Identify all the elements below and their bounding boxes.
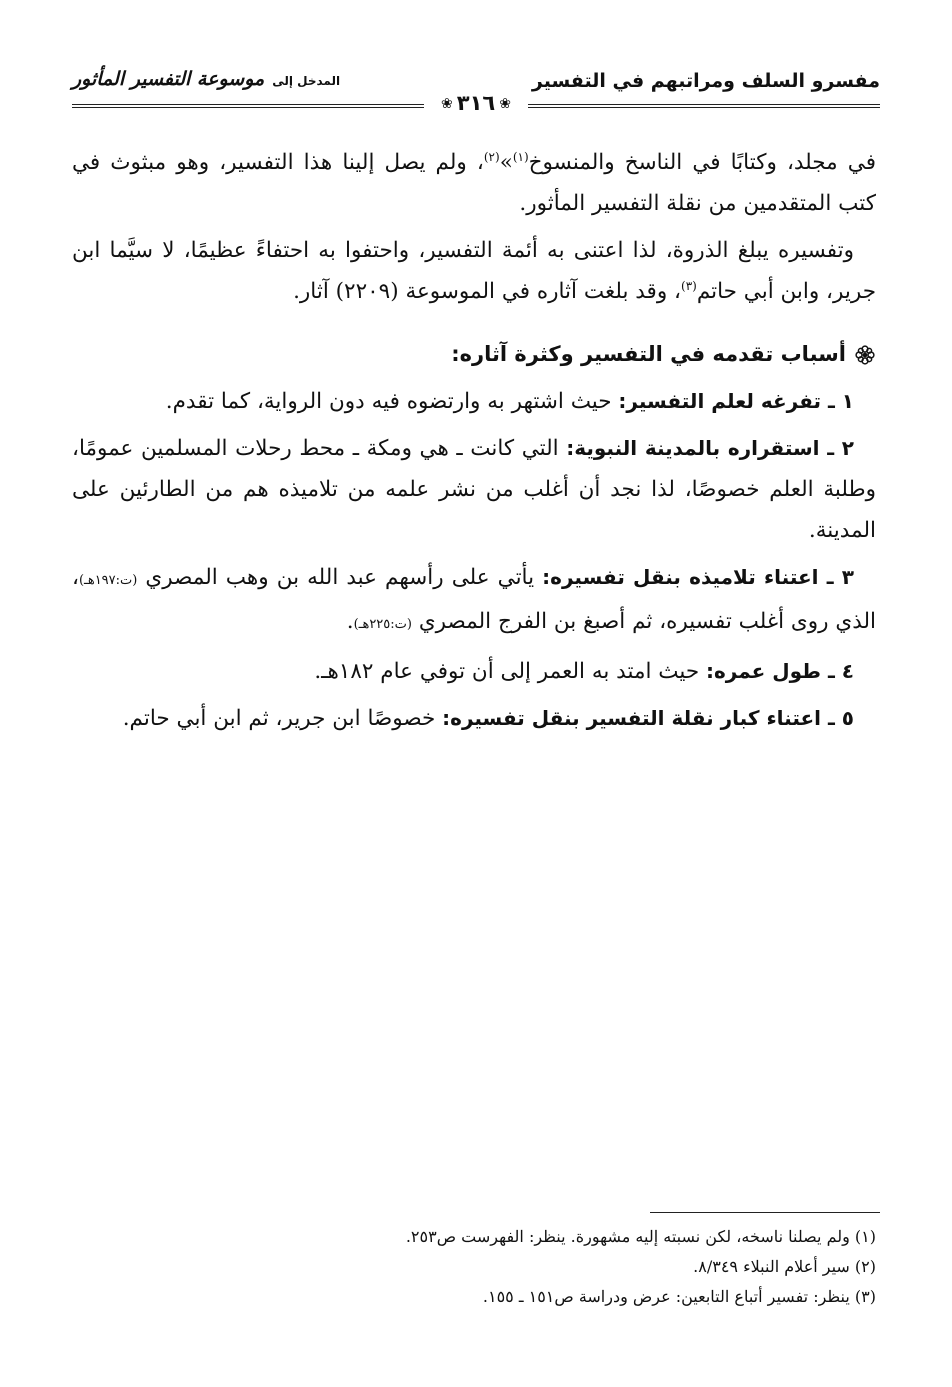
ornament-icon: ❀ (441, 96, 453, 112)
header-rule-right (528, 104, 880, 108)
paragraph-text: وتفسيره يبلغ الذروة، لذا اعتنى به أئمة التفسير، واحتفوا به احتفاءً عظيمًا، لا سيَّما ابن جرير، وابن أبي حاتم (72, 238, 876, 304)
paragraph-2 (72, 230, 876, 312)
chapter-title: مفسرو السلف ومراتبهم في التفسير (531, 70, 880, 92)
paragraph-text: في مجلد، وكتابًا في الناسخ والمنسوخ (528, 150, 876, 175)
footnote-ref-3[interactable]: (٣) (681, 278, 697, 293)
footnote-ref-2[interactable]: (٢) (483, 149, 500, 164)
list-item-lead: ١ ـ تفرغه لعلم التفسير: (618, 389, 854, 413)
ornament-icon: ❀ (499, 96, 511, 112)
book-title-block (72, 68, 340, 90)
section-heading (72, 334, 876, 375)
section-heading-text: أسباب تقدمه في التفسير وكثرة آثاره: (451, 342, 846, 366)
footnote-ref-1[interactable]: (١) (512, 149, 529, 164)
list-item-lead: ٤ ـ طول عمره: (706, 659, 854, 683)
list-item (72, 428, 876, 551)
footnote-3: (٣) ينظر: تفسير أتباع التابعين: عرض ودراسة ص١٥١ ـ ١٥٥. (482, 1287, 876, 1306)
list-item (72, 381, 876, 422)
list-item-lead: ٣ ـ اعتناء تلاميذه بنقل تفسيره: (542, 565, 854, 589)
paragraph-text: ، وقد بلغت آثاره في الموسوعة (٢٢٠٩) آثار. (293, 279, 681, 304)
list-item (72, 557, 876, 645)
flower-ornament-icon (854, 344, 876, 366)
list-item-lead: ٢ ـ استقراره بالمدينة النبوية: (566, 436, 854, 460)
book-title-prefix: المدخل إلى (272, 74, 341, 88)
book-title: موسوعة التفسير المأثور (72, 68, 265, 90)
death-date: (ت:٢٢٥هـ) (353, 617, 412, 632)
list-item-text: ، الذي روى أغلب تفسيره، ثم أصبغ بن الفرج المصري (72, 565, 876, 634)
footnote-separator (650, 1212, 880, 1213)
paragraph-text: ، ولم يصل إلينا هذا التفسير، وهو مبثوث في كتب المتقدمين من نقلة التفسير المأثور. (72, 150, 876, 216)
page-number: ٣١٦ (456, 91, 496, 115)
list-item-lead: ٥ ـ اعتناء كبار نقلة التفسير بنقل تفسيره: (442, 706, 854, 730)
quote-mark: » (499, 150, 513, 175)
list-item (72, 651, 876, 692)
list-item (72, 698, 876, 739)
header-rule-left (72, 104, 424, 108)
footnote-1: (١) ولم يصلنا ناسخه، لكن نسبته إليه مشهورة. ينظر: الفهرست ص٢٥٣. (405, 1227, 876, 1246)
list-item-text: حيث اشتهر به وارتضوه فيه دون الرواية، كما تقدم. (165, 389, 619, 414)
list-item-text: يأتي على رأسهم عبد الله بن وهب المصري (137, 565, 543, 590)
page-number-block (428, 91, 524, 115)
death-date: (ت:١٩٧هـ) (78, 573, 138, 588)
running-header (72, 62, 880, 120)
list-item-text: التي كانت ـ هي ومكة ـ محط رحلات المسلمين عمومًا، وطلبة العلم خصوصًا، لذا نجد أن أغلب من نشر علمه من تلاميذه هم من الطارئين على المدينة. (72, 436, 876, 543)
footnotes (72, 1222, 876, 1312)
paragraph-1 (72, 142, 876, 224)
list-item-text: . (346, 609, 354, 634)
page-body (72, 142, 876, 745)
footnote-2: (٢) سير أعلام النبلاء ٨/٣٤٩. (693, 1257, 876, 1276)
list-item-text: حيث امتد به العمر إلى أن توفي عام ١٨٢هـ. (314, 659, 706, 684)
list-item-text: خصوصًا ابن جرير، ثم ابن أبي حاتم. (122, 706, 443, 731)
